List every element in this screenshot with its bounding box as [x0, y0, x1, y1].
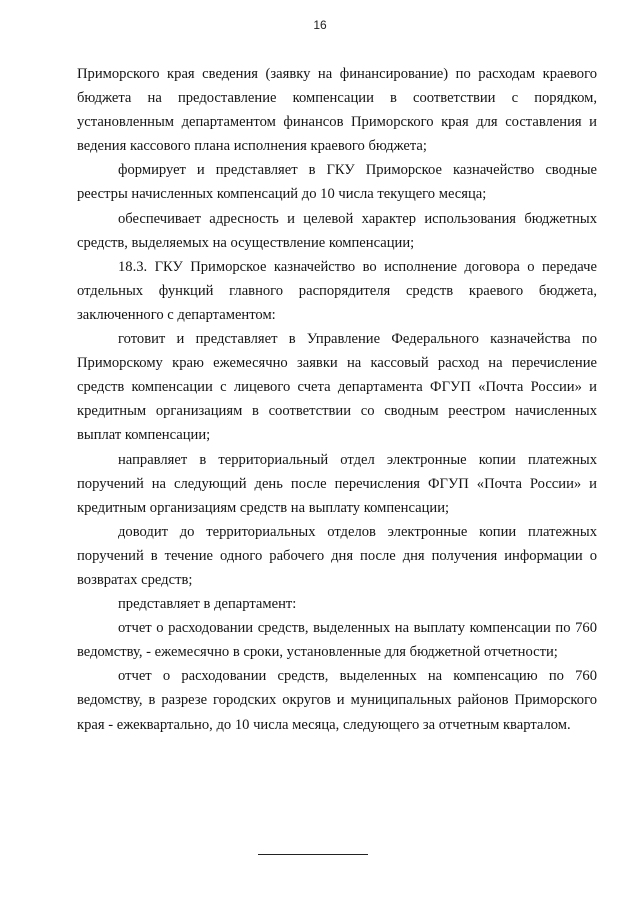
paragraph: формирует и представляет в ГКУ Приморское казначейство сводные реестры начисленных компенсаций до 10 числа текущего месяца;: [77, 162, 597, 203]
paragraph: отчет о расходовании средств, выделенных на компенсацию по 760 ведомству, в разрезе городских округов и муниципальных районов Приморского края - ежеквартально, до 10 числа месяца, следующего за отчетным кварталом.: [77, 668, 597, 733]
paragraph-continued: Приморского края сведения (заявку на финансирование) по расходам краевого бюджета на предоставление компенсации в соответствии с порядком, установленным департаментом финансов Приморского края для составления и ведения кассового плана исполнения краевого бюджета;: [77, 66, 597, 155]
end-divider: [258, 854, 368, 855]
page-number: 16: [313, 18, 327, 32]
paragraph: представляет в департамент:: [118, 596, 297, 613]
paragraph: доводит до территориальных отделов электронные копии платежных поручений в течение одного рабочего дня после дня получения информации о возвратах средств;: [77, 523, 597, 588]
paragraph: направляет в территориальный отдел электронные копии платежных поручений на следующий день после перечисления ФГУП «Почта России» и кредитным организациям средств на выплату компенсации;: [77, 451, 597, 516]
paragraph: готовит и представляет в Управление Федерального казначейства по Приморскому краю ежемесячно заявки на кассовый расход на перечисление средств компенсации с лицевого счета департамента ФГУП «Почта России» и кредитным организациям в соответствии со сводным реестром начисленных выплат компенсации;: [77, 331, 597, 444]
document-body: [77, 62, 597, 737]
paragraph: обеспечивает адресность и целевой характер использования бюджетных средств, выделяемых на осуществление компенсации;: [77, 210, 597, 251]
paragraph: отчет о расходовании средств, выделенных на выплату компенсации по 760 ведомству, - ежемесячно в сроки, установленные для бюджетной отчетности;: [77, 620, 597, 661]
section-heading-paragraph: 18.3. ГКУ Приморское казначейство во исполнение договора о передаче отдельных функций главного распорядителя средств краевого бюджета, заключенного с департаментом:: [77, 258, 597, 323]
